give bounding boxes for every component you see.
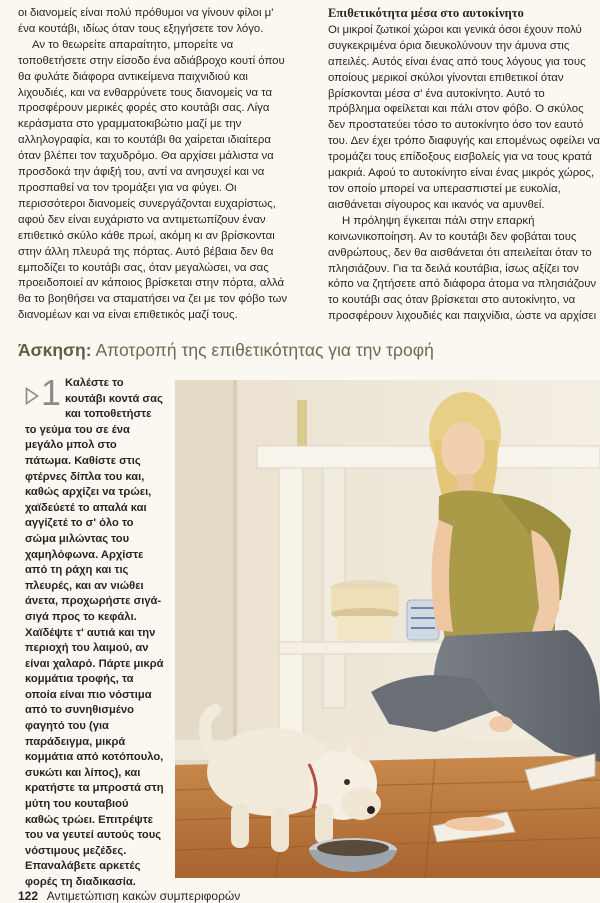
photo-woman-feeding-puppy [175,380,600,878]
left-text-column [18,6,293,324]
step-marker [25,372,62,413]
step-text: Καλέστε το κουτάβι κοντά σας και τοποθετήστε το γεύμα του σε ένα μεγάλο μπολ στο πάτωμα. Καθίστε στις φτέρνες δίπλα του και, καθώς αρχίζει να τρώει, χαϊδεύετέ το απαλά και αγγίζετέ το σ' όλο το σώμα μιλώντας του χαμηλόφωνα. Αρχίστε από τη ράχη και τις πλευρές, και αν νιώθει άνετα, προχωρήστε σιγά-σιγά προς το κεφάλι. Χαϊδέψτε τ' αυτιά και την περιοχή του λαιμού, αν είναι χαλαρό. Πάρτε μικρά κομμάτια τροφής, τα οποία είναι πιο νόστιμα από το συνηθισμένο φαγητό του (για παράδειγμα, μικρά κομμάτια από κοτόπουλο, συκώτι και λίπος), και κρατήστε τα μπροστά στη μύτη του κουταβιού καθώς τρώει. Επιτρέψτε του να γευτεί αυτούς τους νόστιμους μεζέδες. Επαναλάβετε αρκετές φορές τη διαδικασία. [25,377,164,888]
exercise-title: Αποτροπή της επιθετικότητας για την τροφή [95,340,434,360]
left-paragraph: Αν το θεωρείτε απαραίτητο, μπορείτε να τοποθετήσετε στην είσοδο ένα αδιάβροχο κουτί όπου θα φυλάτε διάφορα αντικείμενα παιχνιδιού και λιχουδιές, και να ενθαρρύνετε τους διανομείς να τα προσφέρουν μερικές φορές στο κουτάβι σας. Λίγα κεράσματα στο γραμματοκιβώτιο μαζί με την αλληλογραφία, και το κουτάβι θα χαίρεται ιδιαίτερα όταν βλέπει τον ταχυδρόμο. Θα αρχίσει μάλιστα να προσδοκά την άφιξή του, αντί να ανησυχεί και να προσπαθεί να τον τρομάξει για να φύγει. Οι περισσότεροι διανομείς συνεργάζονται ευχαρίστως, αφού δεν είναι ευχάριστο να αντιμετωπίζουν έναν επιθετικό σκύλο κάθε πρωί, ακόμη κι αν βρίσκονται στην άλλη πλευρά της πόρτας. Αυτό βέβαια δεν θα εμποδίζει το κουτάβι σας, όταν μεγαλώσει, να σας προειδοποιεί αν κάποιος βρίσκεται στην πόρτα, αλλά θα το βοηθήσει να σταματήσει να ζει με τον φόβο των διανομέων και να είναι επιθετικός μαζί τους. [18,38,288,322]
page-footer [18,889,418,903]
step-number: 1 [41,372,62,413]
exercise-heading [18,340,588,361]
section-heading: Επιθετικότητα μέσα στο αυτοκίνητο [328,6,524,20]
page-number: 122 [18,889,39,903]
right-paragraph: Η πρόληψη έγκειται πάλι στην επαρκή κοινωνικοποίηση. Αν το κουτάβι δεν φοβάται τους ανθρώπους, δεν θα αισθάνεται ότι απειλείται όταν το πλησιάζουν. Για τα δειλά κουτάβια, ίσως αξίζει τον κόπο να ζητήσετε από διάφορα άτομα να πλησιάζουν το κουτάβι σας όταν βρίσκεται στο αυτοκίνητο, να προσφέρουν λιχουδιές και παιχνίδια, ώστε να αρχίσει [328,214,597,323]
exercise-step [25,372,165,891]
running-title: Αντιμετώπιση κακών συμπεριφορών [46,889,241,903]
right-paragraph: Οι μικροί ζωτικοί χώροι και γενικά όσοι έχουν πολύ συγκεκριμένα όρια διευκολύνουν την άμυνα στις απειλές. Αυτός είναι ένας από τους λόγους για τους οποίους μερικοί σκύλοι γίνονται επιθετικοί όταν βρίσκονται μέσα σ' ένα αυτοκίνητο. Αυτό το πρόβλημα οφείλεται και πάλι στον φόβο. Ο σκύλος δεν προστατεύει τόσο το αυτοκίνητο όσο τον εαυτό του. Δεν έχει τρόπο διαφυγής και επομένως οφείλει να τρομάζει τους επίδοξους εισβολείς για να τους κρατά μακριά. Αφού το αυτοκίνητο είναι ένας μικρός χώρος, τον οποίο μπορεί να υπερασπιστεί με ευκολία, αισθάνεται σίγουρος και ικανός να αμυνθεί. [328,23,600,211]
exercise-label: Άσκηση: [18,340,92,360]
left-paragraph: οι διανομείς είναι πολύ πρόθυμοι να γίνουν φίλοι μ' ένα κουτάβι, ιδίως όταν τους εξηγήσετε τον λόγο. [18,7,274,35]
triangle-arrow-icon [25,387,39,405]
right-text-column [328,6,600,325]
